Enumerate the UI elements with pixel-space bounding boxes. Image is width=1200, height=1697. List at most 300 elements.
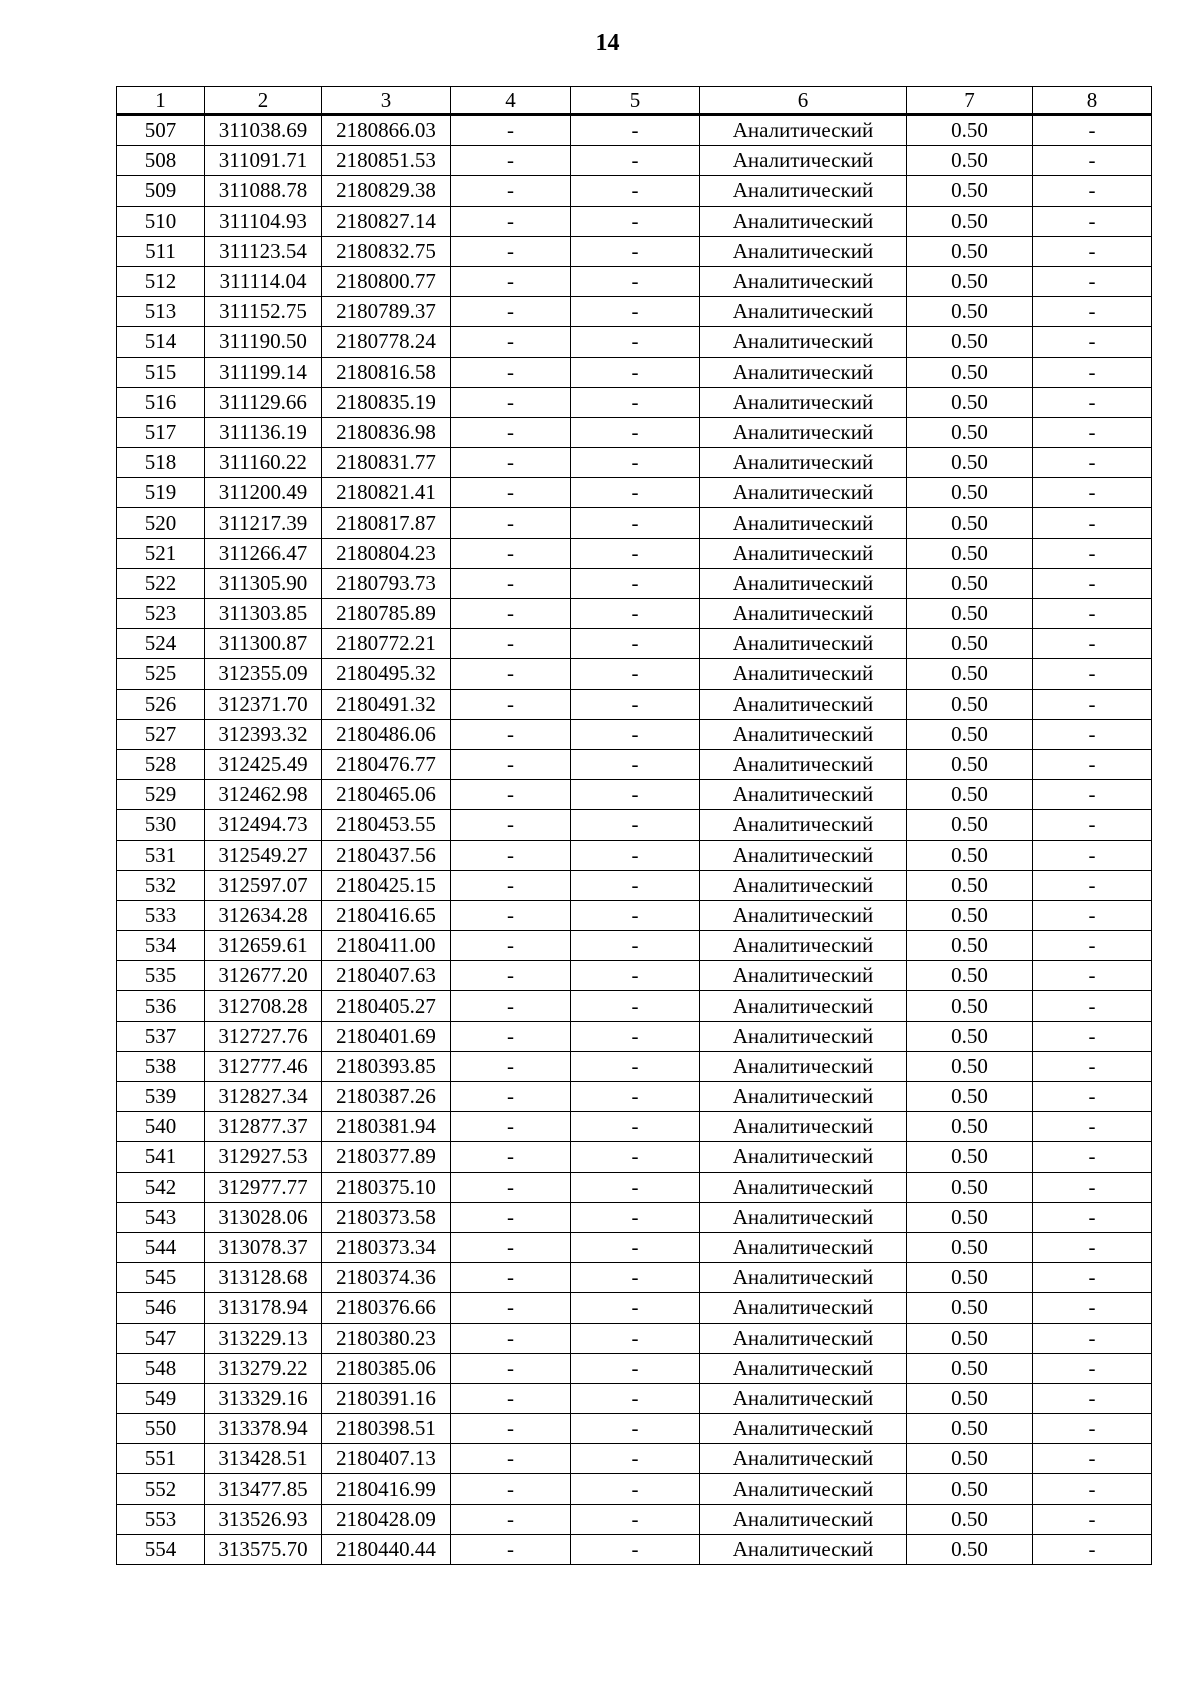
column-8-cell: -	[1033, 508, 1152, 538]
y-coordinate-cell: 2180398.51	[322, 1414, 451, 1444]
column-8-cell: -	[1033, 146, 1152, 176]
method-cell: Аналитический	[700, 900, 907, 930]
column-5-cell: -	[571, 176, 700, 206]
column-5-cell: -	[571, 1444, 700, 1474]
column-4-cell: -	[451, 1474, 571, 1504]
accuracy-cell: 0.50	[907, 266, 1033, 296]
y-coordinate-cell: 2180836.98	[322, 417, 451, 447]
accuracy-cell: 0.50	[907, 568, 1033, 598]
column-4-cell: -	[451, 266, 571, 296]
point-number-cell: 519	[117, 478, 205, 508]
column-5-cell: -	[571, 1082, 700, 1112]
column-8-cell: -	[1033, 387, 1152, 417]
table-row	[117, 870, 1152, 900]
x-coordinate-cell: 311266.47	[205, 538, 322, 568]
column-4-cell: -	[451, 146, 571, 176]
column-4-cell: -	[451, 357, 571, 387]
method-cell: Аналитический	[700, 448, 907, 478]
y-coordinate-cell: 2180829.38	[322, 176, 451, 206]
x-coordinate-cell: 312634.28	[205, 900, 322, 930]
point-number-cell: 540	[117, 1112, 205, 1142]
x-coordinate-cell: 311123.54	[205, 236, 322, 266]
accuracy-cell: 0.50	[907, 1383, 1033, 1413]
column-4-cell: -	[451, 1353, 571, 1383]
column-5-cell: -	[571, 538, 700, 568]
method-cell: Аналитический	[700, 387, 907, 417]
method-cell: Аналитический	[700, 1474, 907, 1504]
point-number-cell: 521	[117, 538, 205, 568]
column-header: 1	[117, 87, 205, 115]
column-4-cell: -	[451, 659, 571, 689]
table-row	[117, 1263, 1152, 1293]
table-row	[117, 115, 1152, 146]
column-4-cell: -	[451, 749, 571, 779]
point-number-cell: 518	[117, 448, 205, 478]
column-4-cell: -	[451, 1504, 571, 1534]
accuracy-cell: 0.50	[907, 599, 1033, 629]
accuracy-cell: 0.50	[907, 1353, 1033, 1383]
method-cell: Аналитический	[700, 146, 907, 176]
column-8-cell: -	[1033, 176, 1152, 206]
column-4-cell: -	[451, 478, 571, 508]
point-number-cell: 513	[117, 297, 205, 327]
method-cell: Аналитический	[700, 297, 907, 327]
column-8-cell: -	[1033, 568, 1152, 598]
accuracy-cell: 0.50	[907, 448, 1033, 478]
column-8-cell: -	[1033, 448, 1152, 478]
x-coordinate-cell: 312597.07	[205, 870, 322, 900]
point-number-cell: 529	[117, 780, 205, 810]
table-row	[117, 629, 1152, 659]
table-row	[117, 146, 1152, 176]
column-5-cell: -	[571, 1263, 700, 1293]
column-8-cell: -	[1033, 629, 1152, 659]
x-coordinate-cell: 311300.87	[205, 629, 322, 659]
column-4-cell: -	[451, 1323, 571, 1353]
method-cell: Аналитический	[700, 689, 907, 719]
method-cell: Аналитический	[700, 206, 907, 236]
method-cell: Аналитический	[700, 1353, 907, 1383]
y-coordinate-cell: 2180425.15	[322, 870, 451, 900]
point-number-cell: 528	[117, 749, 205, 779]
table-row	[117, 327, 1152, 357]
table-row	[117, 1232, 1152, 1262]
column-5-cell: -	[571, 1504, 700, 1534]
y-coordinate-cell: 2180391.16	[322, 1383, 451, 1413]
column-5-cell: -	[571, 1323, 700, 1353]
point-number-cell: 530	[117, 810, 205, 840]
point-number-cell: 517	[117, 417, 205, 447]
y-coordinate-cell: 2180816.58	[322, 357, 451, 387]
x-coordinate-cell: 311088.78	[205, 176, 322, 206]
column-4-cell: -	[451, 840, 571, 870]
accuracy-cell: 0.50	[907, 1172, 1033, 1202]
x-coordinate-cell: 313028.06	[205, 1202, 322, 1232]
column-5-cell: -	[571, 1112, 700, 1142]
column-8-cell: -	[1033, 599, 1152, 629]
table-row	[117, 1202, 1152, 1232]
column-8-cell: -	[1033, 870, 1152, 900]
point-number-cell: 520	[117, 508, 205, 538]
accuracy-cell: 0.50	[907, 870, 1033, 900]
column-5-cell: -	[571, 689, 700, 719]
point-number-cell: 533	[117, 900, 205, 930]
column-8-cell: -	[1033, 1293, 1152, 1323]
x-coordinate-cell: 312777.46	[205, 1051, 322, 1081]
method-cell: Аналитический	[700, 629, 907, 659]
x-coordinate-cell: 313229.13	[205, 1323, 322, 1353]
column-5-cell: -	[571, 1293, 700, 1323]
accuracy-cell: 0.50	[907, 387, 1033, 417]
method-cell: Аналитический	[700, 357, 907, 387]
column-4-cell: -	[451, 1263, 571, 1293]
column-8-cell: -	[1033, 1263, 1152, 1293]
x-coordinate-cell: 311038.69	[205, 115, 322, 146]
point-number-cell: 509	[117, 176, 205, 206]
point-number-cell: 546	[117, 1293, 205, 1323]
table-row	[117, 1021, 1152, 1051]
column-4-cell: -	[451, 1293, 571, 1323]
table-row	[117, 448, 1152, 478]
column-4-cell: -	[451, 1534, 571, 1564]
column-5-cell: -	[571, 1232, 700, 1262]
y-coordinate-cell: 2180851.53	[322, 146, 451, 176]
column-5-cell: -	[571, 1383, 700, 1413]
point-number-cell: 544	[117, 1232, 205, 1262]
y-coordinate-cell: 2180387.26	[322, 1082, 451, 1112]
table-row	[117, 266, 1152, 296]
column-8-cell: -	[1033, 749, 1152, 779]
x-coordinate-cell: 311114.04	[205, 266, 322, 296]
column-4-cell: -	[451, 780, 571, 810]
column-8-cell: -	[1033, 297, 1152, 327]
column-4-cell: -	[451, 417, 571, 447]
column-4-cell: -	[451, 387, 571, 417]
page-number: 14	[595, 30, 620, 56]
column-5-cell: -	[571, 991, 700, 1021]
column-8-cell: -	[1033, 115, 1152, 146]
point-number-cell: 534	[117, 931, 205, 961]
method-cell: Аналитический	[700, 115, 907, 146]
column-5-cell: -	[571, 749, 700, 779]
column-5-cell: -	[571, 1353, 700, 1383]
method-cell: Аналитический	[700, 659, 907, 689]
accuracy-cell: 0.50	[907, 357, 1033, 387]
column-5-cell: -	[571, 1474, 700, 1504]
column-header: 7	[907, 87, 1033, 115]
table-row	[117, 900, 1152, 930]
column-5-cell: -	[571, 357, 700, 387]
method-cell: Аналитический	[700, 810, 907, 840]
x-coordinate-cell: 311091.71	[205, 146, 322, 176]
x-coordinate-cell: 312877.37	[205, 1112, 322, 1142]
x-coordinate-cell: 312677.20	[205, 961, 322, 991]
column-5-cell: -	[571, 1051, 700, 1081]
table-row	[117, 599, 1152, 629]
x-coordinate-cell: 311305.90	[205, 568, 322, 598]
column-8-cell: -	[1033, 327, 1152, 357]
column-4-cell: -	[451, 810, 571, 840]
accuracy-cell: 0.50	[907, 659, 1033, 689]
accuracy-cell: 0.50	[907, 991, 1033, 1021]
y-coordinate-cell: 2180495.32	[322, 659, 451, 689]
accuracy-cell: 0.50	[907, 327, 1033, 357]
point-number-cell: 554	[117, 1534, 205, 1564]
method-cell: Аналитический	[700, 1051, 907, 1081]
column-4-cell: -	[451, 689, 571, 719]
accuracy-cell: 0.50	[907, 931, 1033, 961]
point-number-cell: 531	[117, 840, 205, 870]
column-5-cell: -	[571, 840, 700, 870]
column-5-cell: -	[571, 1202, 700, 1232]
x-coordinate-cell: 312549.27	[205, 840, 322, 870]
method-cell: Аналитический	[700, 1414, 907, 1444]
column-8-cell: -	[1033, 266, 1152, 296]
accuracy-cell: 0.50	[907, 206, 1033, 236]
column-4-cell: -	[451, 448, 571, 478]
method-cell: Аналитический	[700, 1142, 907, 1172]
point-number-cell: 538	[117, 1051, 205, 1081]
column-5-cell: -	[571, 478, 700, 508]
x-coordinate-cell: 313477.85	[205, 1474, 322, 1504]
column-4-cell: -	[451, 1021, 571, 1051]
y-coordinate-cell: 2180785.89	[322, 599, 451, 629]
y-coordinate-cell: 2180832.75	[322, 236, 451, 266]
point-number-cell: 507	[117, 115, 205, 146]
column-4-cell: -	[451, 1444, 571, 1474]
table-row	[117, 961, 1152, 991]
x-coordinate-cell: 311217.39	[205, 508, 322, 538]
table-row	[117, 1474, 1152, 1504]
point-number-cell: 550	[117, 1414, 205, 1444]
column-5-cell: -	[571, 870, 700, 900]
accuracy-cell: 0.50	[907, 297, 1033, 327]
column-8-cell: -	[1033, 659, 1152, 689]
accuracy-cell: 0.50	[907, 689, 1033, 719]
column-4-cell: -	[451, 1172, 571, 1202]
y-coordinate-cell: 2180793.73	[322, 568, 451, 598]
x-coordinate-cell: 312462.98	[205, 780, 322, 810]
x-coordinate-cell: 312727.76	[205, 1021, 322, 1051]
x-coordinate-cell: 313428.51	[205, 1444, 322, 1474]
method-cell: Аналитический	[700, 1263, 907, 1293]
table-row	[117, 417, 1152, 447]
table-row	[117, 1112, 1152, 1142]
column-8-cell: -	[1033, 236, 1152, 266]
point-number-cell: 549	[117, 1383, 205, 1413]
method-cell: Аналитический	[700, 1534, 907, 1564]
y-coordinate-cell: 2180385.06	[322, 1353, 451, 1383]
method-cell: Аналитический	[700, 1172, 907, 1202]
method-cell: Аналитический	[700, 1504, 907, 1534]
y-coordinate-cell: 2180411.00	[322, 931, 451, 961]
column-8-cell: -	[1033, 1474, 1152, 1504]
column-8-cell: -	[1033, 1142, 1152, 1172]
column-8-cell: -	[1033, 991, 1152, 1021]
table-row	[117, 206, 1152, 236]
column-4-cell: -	[451, 206, 571, 236]
column-5-cell: -	[571, 659, 700, 689]
x-coordinate-cell: 313378.94	[205, 1414, 322, 1444]
method-cell: Аналитический	[700, 870, 907, 900]
y-coordinate-cell: 2180835.19	[322, 387, 451, 417]
accuracy-cell: 0.50	[907, 1263, 1033, 1293]
table-row	[117, 297, 1152, 327]
accuracy-cell: 0.50	[907, 417, 1033, 447]
y-coordinate-cell: 2180800.77	[322, 266, 451, 296]
y-coordinate-cell: 2180789.37	[322, 297, 451, 327]
x-coordinate-cell: 311129.66	[205, 387, 322, 417]
x-coordinate-cell: 311160.22	[205, 448, 322, 478]
method-cell: Аналитический	[700, 1021, 907, 1051]
accuracy-cell: 0.50	[907, 961, 1033, 991]
method-cell: Аналитический	[700, 508, 907, 538]
column-5-cell: -	[571, 719, 700, 749]
column-4-cell: -	[451, 568, 571, 598]
x-coordinate-cell: 311190.50	[205, 327, 322, 357]
x-coordinate-cell: 313078.37	[205, 1232, 322, 1262]
x-coordinate-cell: 311200.49	[205, 478, 322, 508]
column-8-cell: -	[1033, 780, 1152, 810]
point-number-cell: 526	[117, 689, 205, 719]
column-8-cell: -	[1033, 1232, 1152, 1262]
column-8-cell: -	[1033, 900, 1152, 930]
column-header: 5	[571, 87, 700, 115]
y-coordinate-cell: 2180377.89	[322, 1142, 451, 1172]
x-coordinate-cell: 313128.68	[205, 1263, 322, 1293]
y-coordinate-cell: 2180804.23	[322, 538, 451, 568]
column-8-cell: -	[1033, 1534, 1152, 1564]
x-coordinate-cell: 311136.19	[205, 417, 322, 447]
column-4-cell: -	[451, 870, 571, 900]
column-5-cell: -	[571, 599, 700, 629]
point-number-cell: 537	[117, 1021, 205, 1051]
table-row	[117, 1534, 1152, 1564]
accuracy-cell: 0.50	[907, 1293, 1033, 1323]
point-number-cell: 515	[117, 357, 205, 387]
y-coordinate-cell: 2180778.24	[322, 327, 451, 357]
point-number-cell: 514	[117, 327, 205, 357]
accuracy-cell: 0.50	[907, 1112, 1033, 1142]
column-8-cell: -	[1033, 1112, 1152, 1142]
table-header-row	[117, 87, 1152, 115]
x-coordinate-cell: 312827.34	[205, 1082, 322, 1112]
point-number-cell: 522	[117, 568, 205, 598]
column-5-cell: -	[571, 146, 700, 176]
accuracy-cell: 0.50	[907, 780, 1033, 810]
table-row	[117, 1082, 1152, 1112]
accuracy-cell: 0.50	[907, 719, 1033, 749]
accuracy-cell: 0.50	[907, 115, 1033, 146]
point-number-cell: 553	[117, 1504, 205, 1534]
column-8-cell: -	[1033, 719, 1152, 749]
x-coordinate-cell: 312393.32	[205, 719, 322, 749]
column-header: 8	[1033, 87, 1152, 115]
column-5-cell: -	[571, 1414, 700, 1444]
column-8-cell: -	[1033, 810, 1152, 840]
x-coordinate-cell: 312371.70	[205, 689, 322, 719]
y-coordinate-cell: 2180440.44	[322, 1534, 451, 1564]
table-row	[117, 689, 1152, 719]
table-row	[117, 1051, 1152, 1081]
point-number-cell: 543	[117, 1202, 205, 1232]
method-cell: Аналитический	[700, 417, 907, 447]
column-4-cell: -	[451, 176, 571, 206]
method-cell: Аналитический	[700, 1082, 907, 1112]
column-4-cell: -	[451, 629, 571, 659]
column-4-cell: -	[451, 1232, 571, 1262]
point-number-cell: 525	[117, 659, 205, 689]
method-cell: Аналитический	[700, 176, 907, 206]
column-8-cell: -	[1033, 1383, 1152, 1413]
accuracy-cell: 0.50	[907, 810, 1033, 840]
accuracy-cell: 0.50	[907, 1021, 1033, 1051]
method-cell: Аналитический	[700, 327, 907, 357]
accuracy-cell: 0.50	[907, 900, 1033, 930]
column-5-cell: -	[571, 810, 700, 840]
accuracy-cell: 0.50	[907, 1232, 1033, 1262]
column-5-cell: -	[571, 448, 700, 478]
column-4-cell: -	[451, 1142, 571, 1172]
column-8-cell: -	[1033, 1172, 1152, 1202]
x-coordinate-cell: 312355.09	[205, 659, 322, 689]
column-5-cell: -	[571, 236, 700, 266]
table-row	[117, 719, 1152, 749]
method-cell: Аналитический	[700, 599, 907, 629]
column-8-cell: -	[1033, 840, 1152, 870]
y-coordinate-cell: 2180373.34	[322, 1232, 451, 1262]
column-5-cell: -	[571, 961, 700, 991]
table-row	[117, 1172, 1152, 1202]
column-header: 3	[322, 87, 451, 115]
column-5-cell: -	[571, 206, 700, 236]
column-4-cell: -	[451, 900, 571, 930]
point-number-cell: 551	[117, 1444, 205, 1474]
table-row	[117, 780, 1152, 810]
column-5-cell: -	[571, 931, 700, 961]
x-coordinate-cell: 313178.94	[205, 1293, 322, 1323]
accuracy-cell: 0.50	[907, 1474, 1033, 1504]
table-row	[117, 357, 1152, 387]
x-coordinate-cell: 313279.22	[205, 1353, 322, 1383]
point-number-cell: 547	[117, 1323, 205, 1353]
accuracy-cell: 0.50	[907, 1202, 1033, 1232]
y-coordinate-cell: 2180416.65	[322, 900, 451, 930]
column-header: 4	[451, 87, 571, 115]
column-5-cell: -	[571, 1534, 700, 1564]
method-cell: Аналитический	[700, 991, 907, 1021]
column-4-cell: -	[451, 1414, 571, 1444]
column-5-cell: -	[571, 1142, 700, 1172]
accuracy-cell: 0.50	[907, 1504, 1033, 1534]
column-5-cell: -	[571, 629, 700, 659]
column-4-cell: -	[451, 1202, 571, 1232]
column-5-cell: -	[571, 1021, 700, 1051]
column-5-cell: -	[571, 417, 700, 447]
point-number-cell: 545	[117, 1263, 205, 1293]
coordinates-table	[116, 86, 1152, 1565]
x-coordinate-cell: 311152.75	[205, 297, 322, 327]
column-4-cell: -	[451, 961, 571, 991]
y-coordinate-cell: 2180817.87	[322, 508, 451, 538]
y-coordinate-cell: 2180821.41	[322, 478, 451, 508]
point-number-cell: 535	[117, 961, 205, 991]
method-cell: Аналитический	[700, 1383, 907, 1413]
y-coordinate-cell: 2180407.13	[322, 1444, 451, 1474]
accuracy-cell: 0.50	[907, 508, 1033, 538]
y-coordinate-cell: 2180428.09	[322, 1504, 451, 1534]
point-number-cell: 524	[117, 629, 205, 659]
